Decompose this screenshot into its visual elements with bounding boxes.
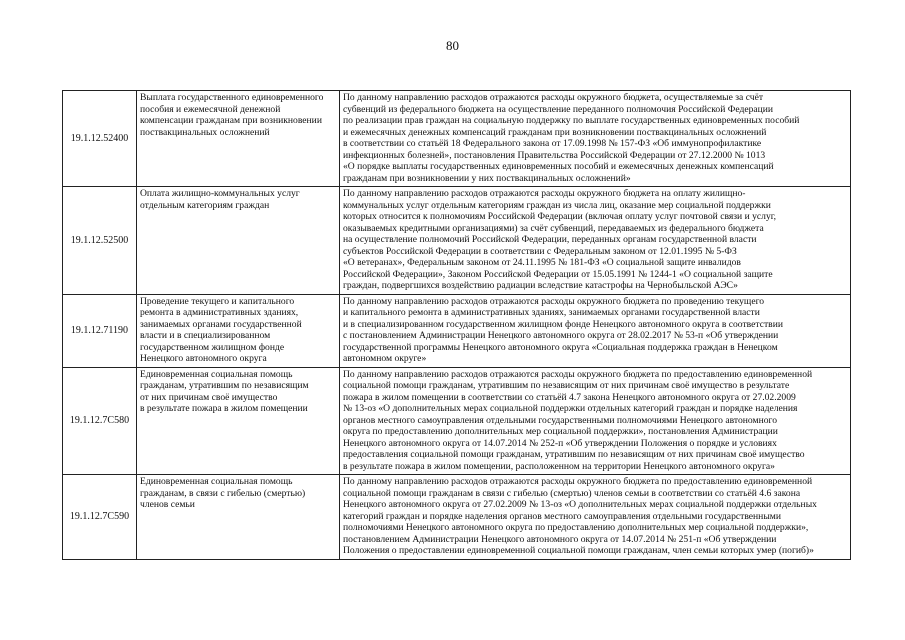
name-cell <box>137 367 340 475</box>
description-cell <box>340 367 851 475</box>
description-cell <box>340 187 851 295</box>
description-line: в результате пожара в жилом помещении, расположенном на территории Ненецкого автономного округа» <box>343 460 775 472</box>
description-line: По данному направлению расходов отражаются расходы окружного бюджета, осуществляемые за счёт <box>343 92 764 103</box>
name-line: ремонта в административных зданиях, <box>140 307 299 318</box>
name-line: Проведение текущего и капитального <box>140 295 295 307</box>
description-cell <box>340 294 851 367</box>
description-line: государственной программы Ненецкого автономного округа «Социальная поддержка граждан в Ненецком <box>343 341 778 353</box>
description-line: гражданам при возникновении у них поствакцинальных осложнений» <box>343 172 631 184</box>
description-line: коммунальных услуг отдельным категориям граждан из числа лиц, оказание мер социальной поддержки <box>343 199 771 211</box>
name-line: поствакцинальных осложнений <box>140 126 270 138</box>
description-line: По данному направлению расходов отражаются расходы окружного бюджета на оплату жилищно- <box>343 188 746 199</box>
table-row <box>63 367 851 475</box>
description-line: социальной помощи гражданам в связи с гибелью (смертью) членов семьи в соответствии со статьёй 4.6 закона <box>343 487 801 499</box>
description-line: социальной помощи гражданам, утратившим по независящим от них причинам своё имущество в результате <box>343 380 790 391</box>
name-line: от них причинам своё имущество <box>140 391 278 403</box>
name-line: Оплата жилищно-коммунальных услуг <box>140 188 300 199</box>
description-line: «О порядке выплаты государственных единовременных пособий и ежемесячных денежных компенсаций <box>343 161 774 172</box>
description-line: по реализации прав граждан на социальную поддержку по выплате государственных единовременных пособий <box>343 115 800 126</box>
name-line: Единовременная социальная помощь <box>140 476 293 487</box>
description-line: полномочиями Ненецкого автономного округа по предоставлению дополнительных мер социальной поддержки», <box>343 522 809 533</box>
name-cell <box>137 91 340 187</box>
description-line: граждан, подвергшихся воздействию радиации вследствие катастрофы на Чернобыльской АЭС» <box>343 280 738 291</box>
name-line: гражданам, в связи с гибелью (смертью) <box>140 487 306 499</box>
description-line: Ненецкого автономного округа от 27.02.2009 № 13-оз «О дополнительных мерах социальной поддержки отдельных <box>343 499 817 510</box>
description-line: на осуществление полномочий Российской Федерации, переданных органам государственной власти <box>343 234 757 245</box>
code-cell: 19.1.12.7С580 <box>63 367 137 475</box>
name-line: Единовременная социальная помощь <box>140 368 293 380</box>
table-row <box>63 91 851 187</box>
code-cell: 19.1.12.52500 <box>63 187 137 295</box>
description-line: в соответствии со статьёй 18 Федерального закона от 17.09.1998 № 157-ФЗ «Об иммунопрофилактике <box>343 138 762 149</box>
name-line: Ненецкого автономного округа <box>140 353 267 364</box>
code-cell: 19.1.12.7С590 <box>63 475 137 560</box>
name-cell <box>137 475 340 560</box>
name-line: государственном жилищном фонде <box>140 341 285 353</box>
description-line: Российской Федерации», Законом Российской Федерации от 15.05.1991 № 1244-1 «О социальной защите <box>343 268 773 280</box>
table-row <box>63 187 851 295</box>
description-line: оказываемых кредитными организациями) за счёт субвенций, передаваемых из федерального бюджета <box>343 222 764 234</box>
name-line: отдельным категориям граждан <box>140 199 270 211</box>
name-line: гражданам, утратившим по независящим <box>140 380 309 391</box>
description-line: с постановлением Администрации Ненецкого автономного округа от 28.02.2017 № 53-п «Об утверждении <box>343 330 779 341</box>
name-line: членов семьи <box>140 499 195 510</box>
description-line: По данному направлению расходов отражаются расходы окружного бюджета по проведению текущего <box>343 295 765 307</box>
description-line: пожара в жилом помещении в соответствии со статьёй 4.7 закона Ненецкого автономного округа от 27.02.2009 <box>343 391 796 403</box>
description-cell <box>340 475 851 560</box>
page-number: 80 <box>446 38 459 53</box>
description-line: инфекционных болезней», постановления Правительства Российской Федерации от 27.12.2000 № 1013 <box>343 149 766 161</box>
name-line: пособия и ежемесячной денежной <box>140 103 281 115</box>
description-line: постановлением Администрации Ненецкого автономного округа от 14.07.2014 № 251-п «Об утверждении <box>343 533 777 545</box>
name-line: Выплата государственного единовременного <box>140 92 324 103</box>
description-line: автономном округе» <box>343 353 427 364</box>
description-line: категорий граждан и порядке наделения органов местного самоуправления отдельными государственными <box>343 510 781 522</box>
description-line: «О ветеранах», Федеральным законом от 24.11.1995 № 181-ФЗ «О социальной защите инвалидов <box>343 257 741 268</box>
description-line: По данному направлению расходов отражаются расходы окружного бюджета по предоставлению единовременной <box>343 476 813 487</box>
table-body <box>63 91 851 560</box>
description-line: № 13-оз «О дополнительных мерах социальной поддержки отдельных категорий граждан и порядке наделения <box>343 403 798 414</box>
name-cell <box>137 294 340 367</box>
name-line: в результате пожара в жилом помещении <box>140 403 308 414</box>
description-line: Ненецкого автономного округа от 14.07.2014 № 252-п «Об утверждении Положения о порядке и условиях <box>343 437 777 449</box>
description-line: и капитального ремонта в административных зданиях, занимаемых органами государственной власти <box>343 307 760 318</box>
description-line: субъектов Российской Федерации в соответствии с Федеральным законом от 12.01.1995 № 5-ФЗ <box>343 245 737 257</box>
budget-classification-table <box>62 90 851 560</box>
description-line: субвенций из федерального бюджета на осуществление переданного полномочия Российской Федерации <box>343 103 774 115</box>
name-line: власти и в специализированном <box>140 330 271 341</box>
description-line: и в специализированном государственном жилищном фонде Ненецкого автономного округа в соответствии <box>343 318 783 330</box>
description-line: По данному направлению расходов отражаются расходы окружного бюджета по предоставлению единовременной <box>343 368 813 380</box>
description-line: округа по предоставлению дополнительных мер социальной поддержки», постановления Администрации <box>343 426 778 437</box>
description-line: и ежемесячных денежных компенсаций гражданам при возникновении поствакцинальных осложнений <box>343 126 767 138</box>
code-cell: 19.1.12.71190 <box>63 294 137 367</box>
description-line: органов местного самоуправления отдельными государственными полномочиями Ненецкого автономного <box>343 414 778 426</box>
description-line: которых относится к полномочиям Российской Федерации (включая оплату услуг почтовой связи и услуг, <box>343 211 777 222</box>
table-row <box>63 294 851 367</box>
description-cell <box>340 91 851 187</box>
table-row <box>63 475 851 560</box>
description-line: Положения о предоставлении единовременной социальной помощи гражданам, член семьи которых умер (погиб)» <box>343 545 814 556</box>
name-line: компенсации гражданам при возникновении <box>140 115 322 126</box>
description-line: предоставления социальной помощи гражданам, утратившим по независящим от них причинам своё имущество <box>343 449 805 460</box>
name-cell <box>137 187 340 295</box>
code-cell: 19.1.12.52400 <box>63 91 137 187</box>
name-line: занимаемых органами государственной <box>140 318 302 330</box>
